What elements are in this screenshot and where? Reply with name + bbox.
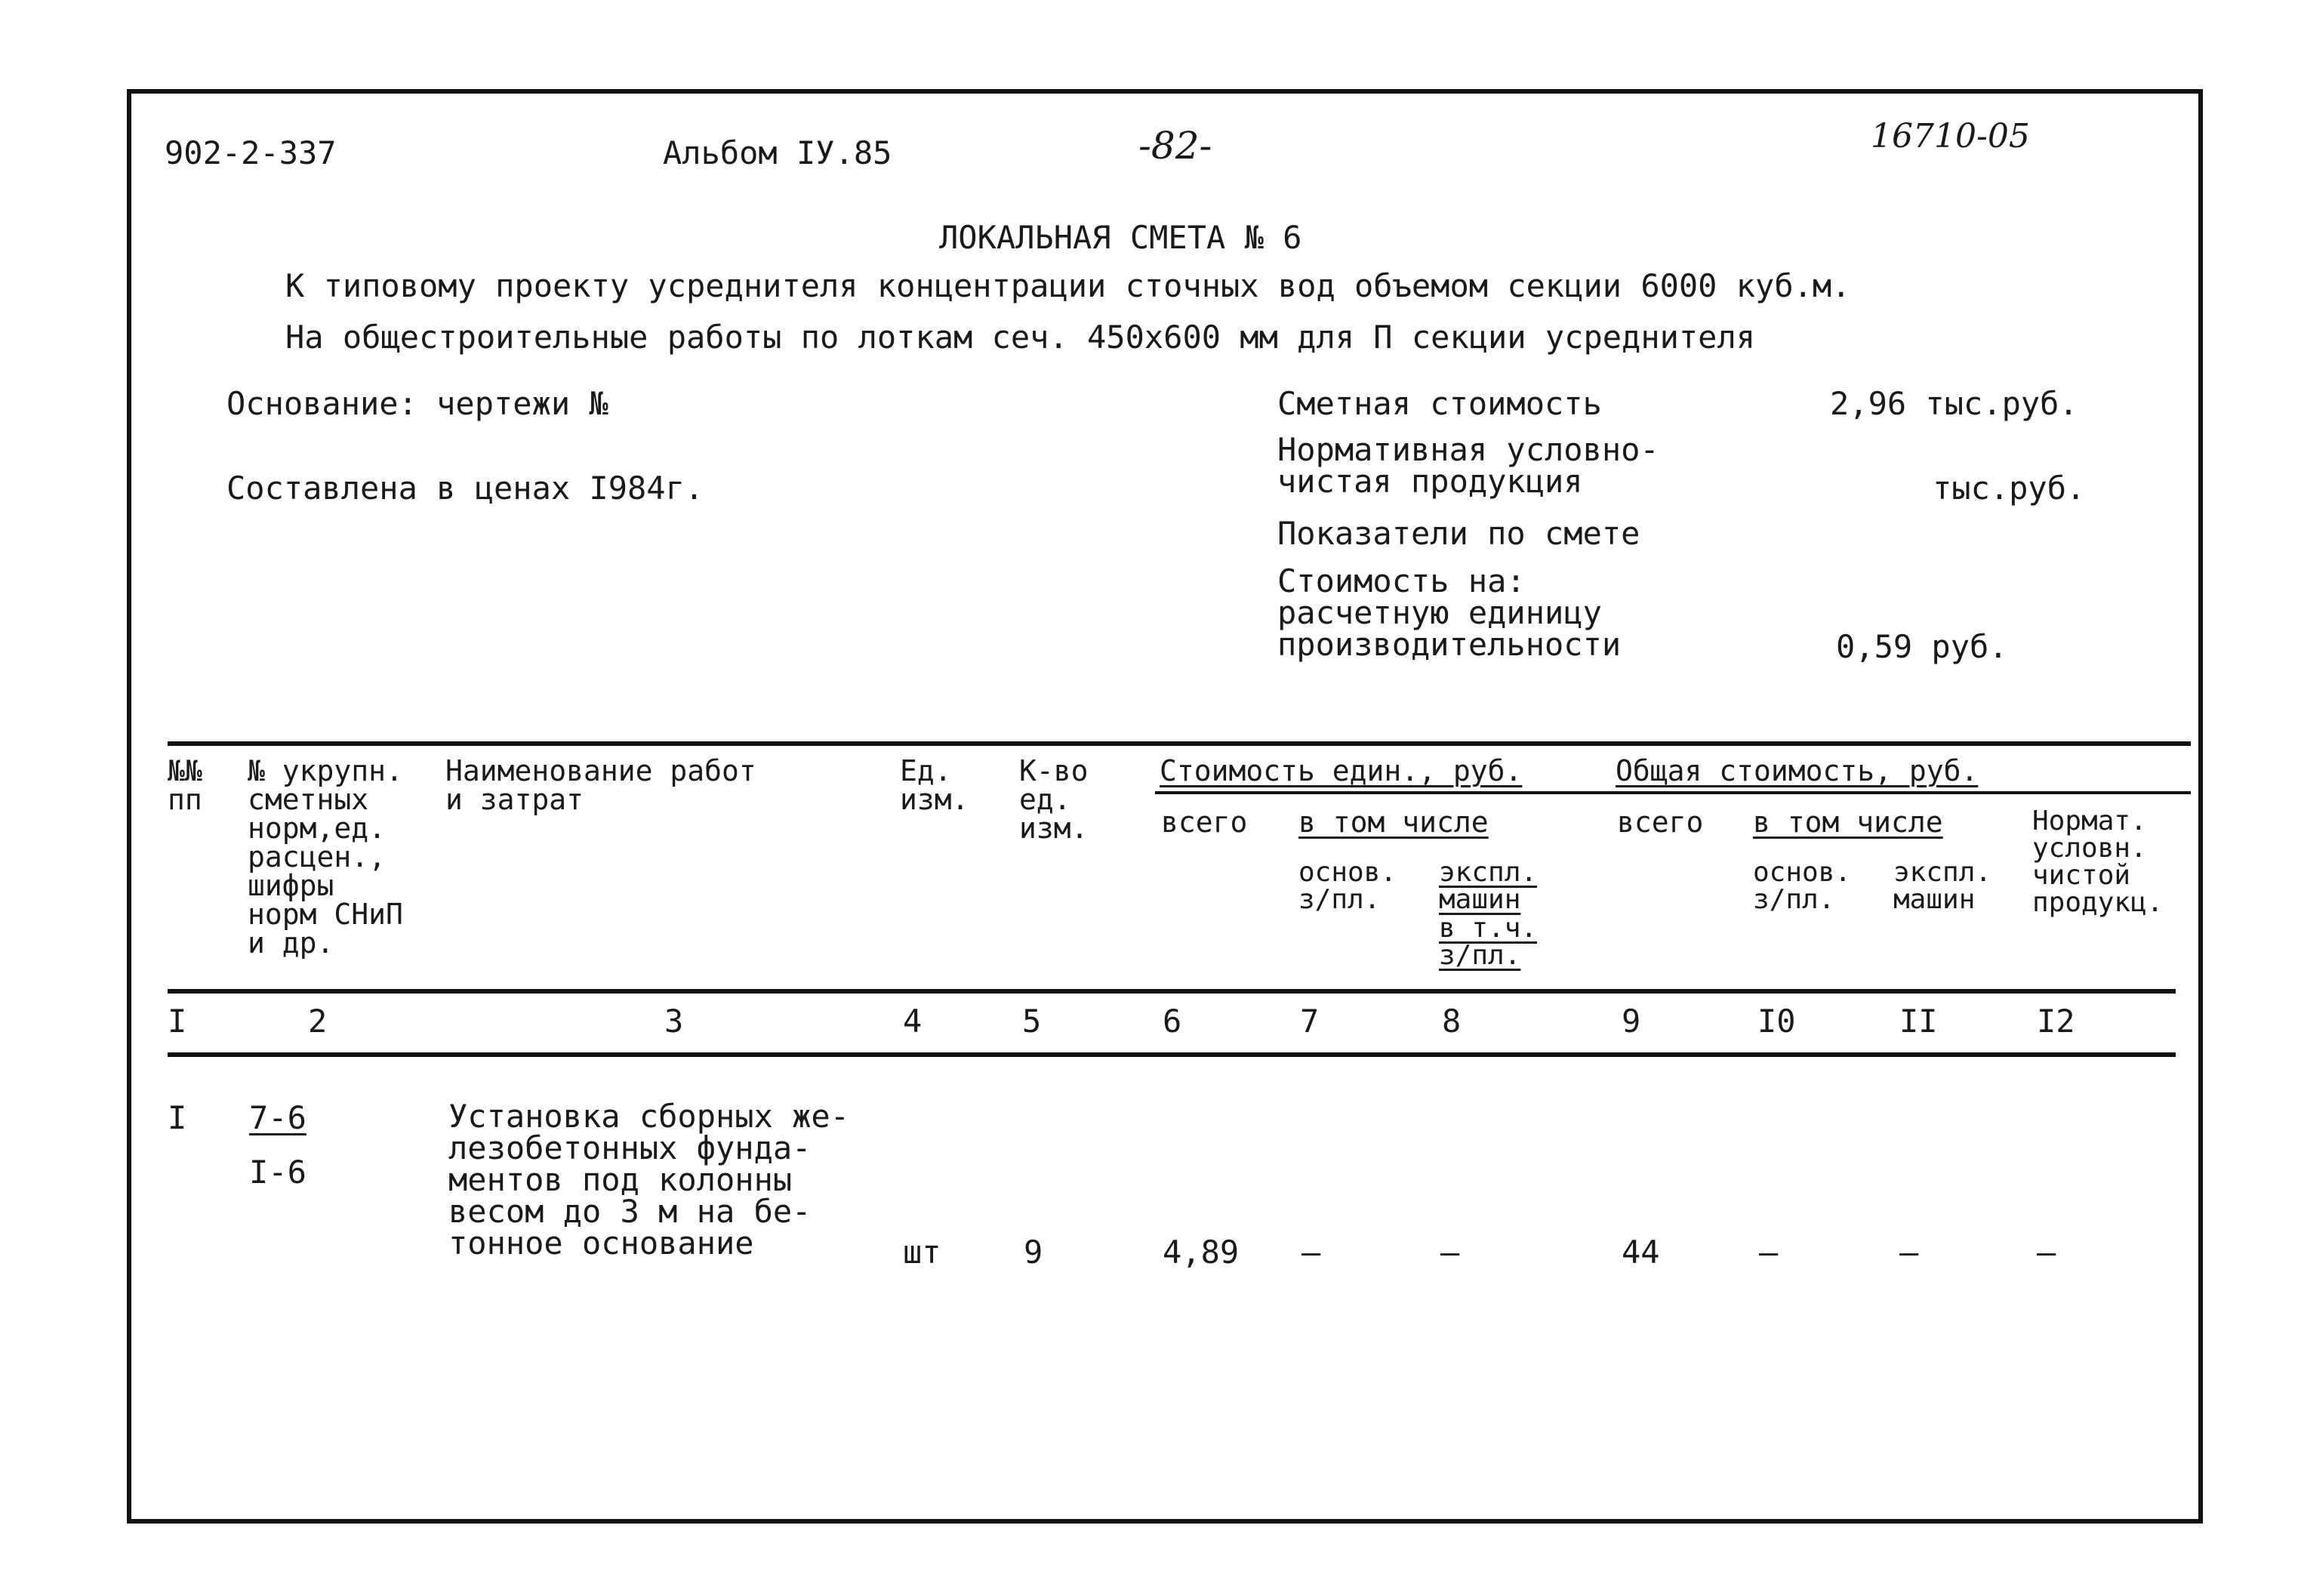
project-code: 902-2-337 <box>165 134 337 171</box>
header-total-cost-group: Общая стоимость, руб. <box>1616 754 1979 787</box>
col-number-1: I <box>168 1003 187 1040</box>
col-number-11: II <box>1899 1003 1938 1040</box>
estimate-cost-label: Сметная стоимость <box>1277 385 1602 422</box>
norm-product-label-2: чистая продукция <box>1277 463 1583 500</box>
cost-per-value: 0,59 руб. <box>1836 628 2008 665</box>
header-col-9: всего <box>1617 806 1704 839</box>
indicators-label: Показатели по смете <box>1277 515 1640 552</box>
row-unit-total: 4,89 <box>1163 1234 1240 1271</box>
row-code-top: 7-6 <box>249 1099 306 1136</box>
table-group-rule <box>1155 791 2191 794</box>
page-number: -82- <box>1138 124 1212 168</box>
table-top-rule <box>168 741 2191 746</box>
cost-per-label-2: расчетную единицу <box>1277 594 1602 631</box>
row-unit-wage: – <box>1301 1234 1321 1271</box>
row-total-wage: – <box>1759 1234 1779 1271</box>
estimate-cost-value: 2,96 тыс.руб. <box>1830 385 2078 422</box>
row-unit: шт <box>903 1234 941 1271</box>
col-number-3: 3 <box>664 1003 684 1040</box>
col-number-10: I0 <box>1757 1003 1796 1040</box>
header-incl-2: в том числе <box>1753 806 1943 839</box>
col-number-7: 7 <box>1300 1003 1320 1040</box>
basis-drawings: Основание: чертежи № <box>226 385 608 422</box>
row-code-bottom: I-6 <box>249 1154 306 1191</box>
norm-product-label-1: Нормативная условно- <box>1277 431 1659 468</box>
header-col-1: №№ пп <box>168 754 202 816</box>
header-col-4: Ед. изм. <box>900 754 969 816</box>
row-number: I <box>168 1099 187 1136</box>
norm-product-value: тыс.руб. <box>1933 470 2086 507</box>
header-col-10: основ. з/пл. <box>1753 857 1852 915</box>
header-col-8a: экспл. машин <box>1439 857 1538 915</box>
header-col-3: Наименование работ и затрат <box>445 754 756 816</box>
header-col-11: экспл. машин <box>1893 857 1992 915</box>
album-label: Альбом IУ.85 <box>663 134 892 171</box>
col-number-2: 2 <box>308 1003 328 1040</box>
row-norm-product: – <box>2037 1234 2056 1271</box>
col-numbers-rule <box>168 1052 2176 1057</box>
col-number-8: 8 <box>1442 1003 1462 1040</box>
estimate-heading: ЛОКАЛЬНАЯ СМЕТА № 6 <box>939 219 1302 256</box>
header-col-6: всего <box>1161 806 1248 839</box>
header-col-2: № укрупн. сметных норм,ед. расцен., шифры норм СНиП и др. <box>248 754 403 960</box>
doc-code: 16710-05 <box>1871 117 2030 156</box>
header-incl-1: в том числе <box>1298 806 1489 839</box>
cost-per-label-3: производительности <box>1277 626 1622 663</box>
title-line-1: К типовому проекту усреднителя концентрации сточных вод объемом секции 6000 куб.м. <box>285 267 1851 304</box>
col-number-12: I2 <box>2037 1003 2075 1040</box>
col-number-4: 4 <box>903 1003 923 1040</box>
basis-prices: Составлена в ценах I984г. <box>226 470 704 507</box>
row-qty: 9 <box>1024 1234 1043 1271</box>
row-total-machine: – <box>1899 1234 1919 1271</box>
header-col-12: Нормат. условн. чистой продукц. <box>2032 806 2164 918</box>
header-unit-cost-group: Стоимость един., руб. <box>1160 754 1523 787</box>
col-number-9: 9 <box>1622 1003 1641 1040</box>
row-work-name: Установка сборных же- лезобетонных фунда- ментов под колонны весом до 3 м на бе- тонное основание <box>448 1098 850 1262</box>
row-unit-machine: – <box>1440 1234 1460 1271</box>
title-line-2: На общестроительные работы по лоткам сеч. 450х600 мм для П секции усреднителя <box>285 319 1756 356</box>
col-number-6: 6 <box>1163 1003 1182 1040</box>
header-bottom-rule <box>168 989 2176 994</box>
header-col-5: К-во ед. изм. <box>1019 754 1089 845</box>
header-col-8b: в т.ч. з/пл. <box>1439 913 1538 971</box>
cost-per-label-1: Стоимость на: <box>1277 562 1526 599</box>
col-number-5: 5 <box>1022 1003 1042 1040</box>
header-col-7: основ. з/пл. <box>1298 857 1397 915</box>
row-total: 44 <box>1622 1234 1660 1271</box>
